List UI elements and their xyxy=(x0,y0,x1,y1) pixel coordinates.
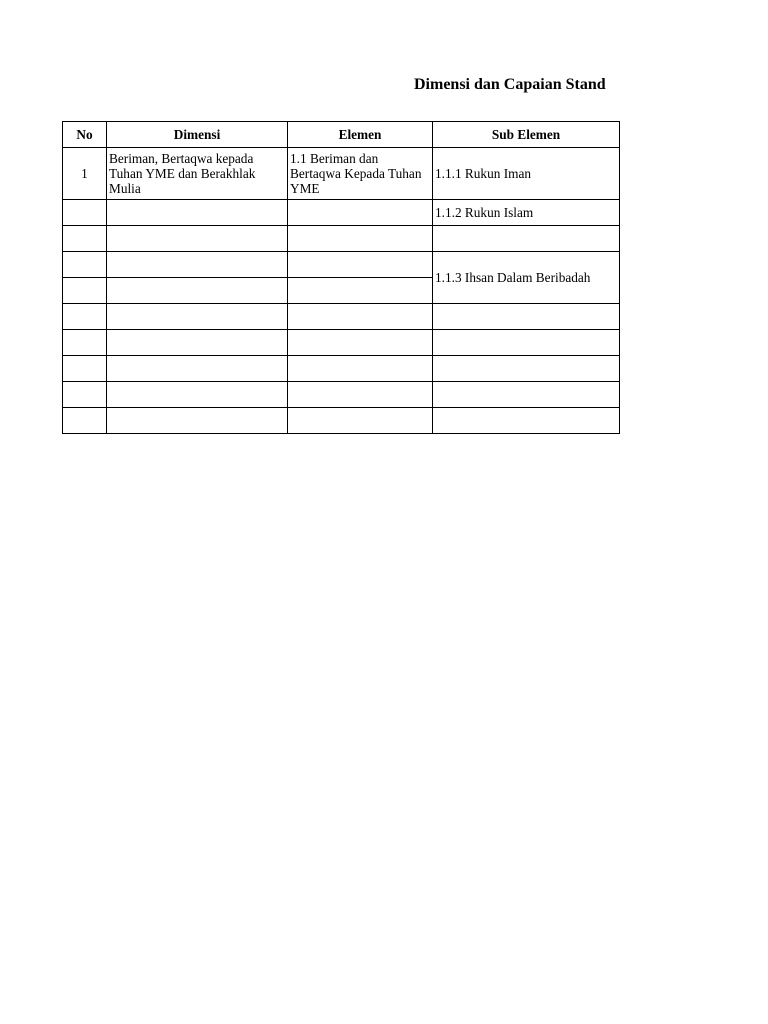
header-dimensi: Dimensi xyxy=(107,122,288,148)
cell-dimensi xyxy=(107,226,288,252)
table-row xyxy=(63,226,620,252)
cell-dimensi xyxy=(107,200,288,226)
cell-no xyxy=(63,278,107,304)
cell-dimensi xyxy=(107,408,288,434)
table-header-row xyxy=(63,122,620,148)
cell-sub-elemen xyxy=(433,226,620,252)
cell-elemen xyxy=(288,200,433,226)
table-row xyxy=(63,200,620,226)
cell-elemen xyxy=(288,356,433,382)
cell-elemen: 1.1 Beriman dan Bertaqwa Kepada Tuhan YME xyxy=(288,148,433,200)
cell-no: 1 xyxy=(63,148,107,200)
cell-sub-elemen xyxy=(433,382,620,408)
cell-sub-elemen: 1.1.2 Rukun Islam xyxy=(433,200,620,226)
dimensi-table xyxy=(62,121,620,434)
cell-dimensi xyxy=(107,304,288,330)
cell-dimensi xyxy=(107,278,288,304)
cell-dimensi: Beriman, Bertaqwa kepada Tuhan YME dan Berakhlak Mulia xyxy=(107,148,288,200)
cell-elemen xyxy=(288,330,433,356)
table-row xyxy=(63,356,620,382)
table-row xyxy=(63,148,620,200)
cell-sub-elemen-merged: 1.1.3 Ihsan Dalam Beribadah xyxy=(433,252,620,304)
cell-no xyxy=(63,356,107,382)
cell-sub-elemen xyxy=(433,408,620,434)
cell-sub-elemen xyxy=(433,330,620,356)
table-row xyxy=(63,408,620,434)
table-row xyxy=(63,330,620,356)
cell-elemen xyxy=(288,226,433,252)
cell-sub-elemen xyxy=(433,304,620,330)
cell-elemen xyxy=(288,382,433,408)
cell-no xyxy=(63,252,107,278)
cell-no xyxy=(63,330,107,356)
cell-no xyxy=(63,200,107,226)
cell-no xyxy=(63,382,107,408)
table-row xyxy=(63,304,620,330)
cell-no xyxy=(63,304,107,330)
cell-no xyxy=(63,408,107,434)
cell-dimensi xyxy=(107,252,288,278)
cell-elemen xyxy=(288,408,433,434)
cell-sub-elemen xyxy=(433,356,620,382)
cell-no xyxy=(63,226,107,252)
cell-elemen xyxy=(288,278,433,304)
cell-elemen xyxy=(288,304,433,330)
cell-dimensi xyxy=(107,356,288,382)
cell-dimensi xyxy=(107,382,288,408)
cell-dimensi xyxy=(107,330,288,356)
header-no: No xyxy=(63,122,107,148)
document-title: Dimensi dan Capaian Stand xyxy=(414,76,606,93)
table-row xyxy=(63,382,620,408)
header-elemen: Elemen xyxy=(288,122,433,148)
cell-elemen xyxy=(288,252,433,278)
table-row xyxy=(63,252,620,278)
header-sub-elemen: Sub Elemen xyxy=(433,122,620,148)
cell-sub-elemen: 1.1.1 Rukun Iman xyxy=(433,148,620,200)
